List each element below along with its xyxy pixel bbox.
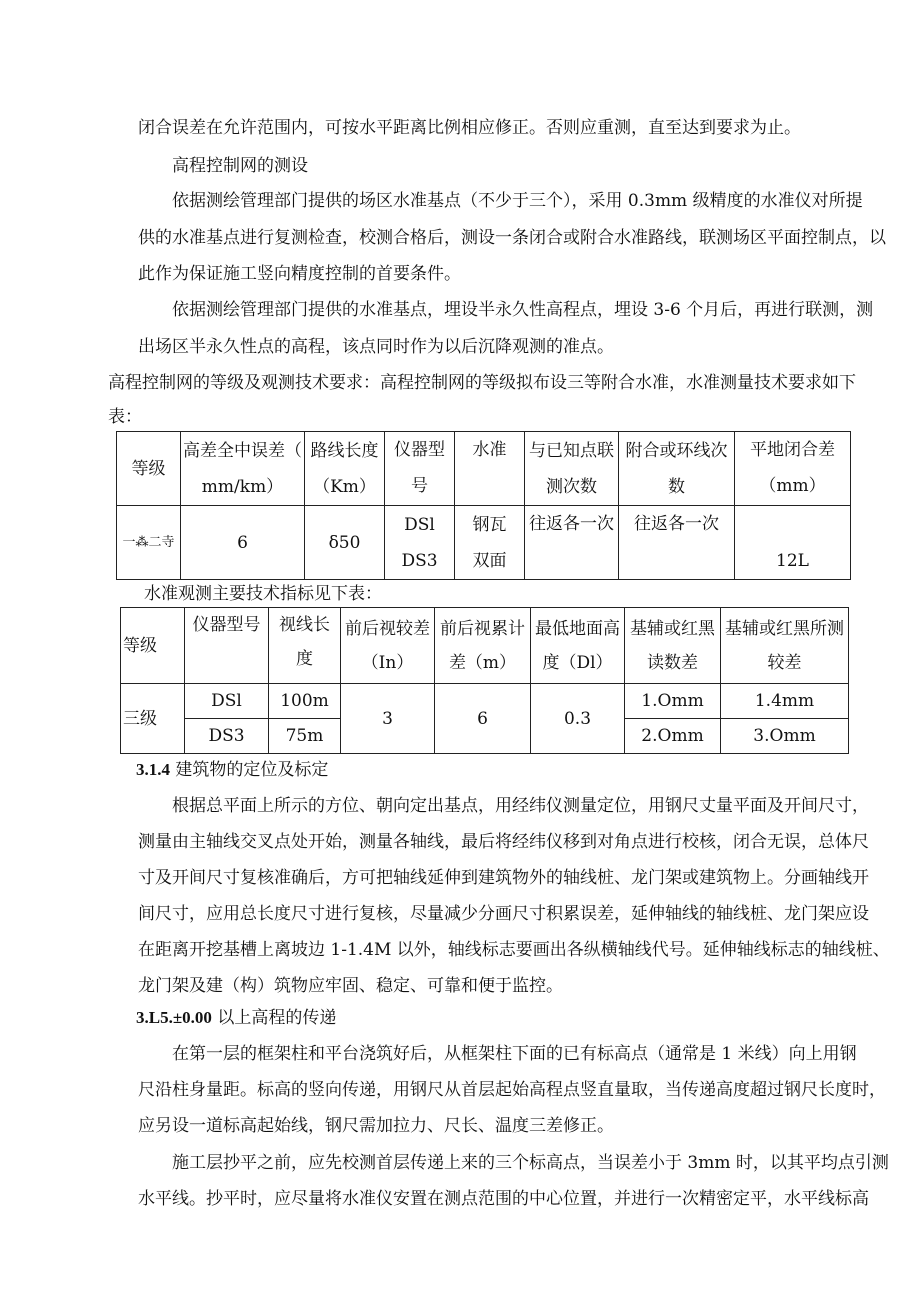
table-header-row: [121, 608, 849, 684]
table-cell: δ50: [305, 506, 385, 580]
section-title: 建筑物的定位及标定: [175, 760, 329, 780]
paragraph-line: 施工层抄平之前，应先校测首层传递上来的三个标高点，当误差小于 3mm 时，以其平均点引测: [172, 1153, 889, 1173]
table-cell: 0.3: [531, 684, 625, 754]
table-cell: 1.Omm: [625, 684, 721, 719]
header-cell: 路线长度 （Km）: [305, 432, 385, 506]
table-row: [121, 684, 849, 719]
section-title: 以上高程的传递: [217, 1008, 337, 1028]
table-cell: 一⁂二寺: [117, 506, 181, 580]
paragraph-line: 水平线。抄平时，应尽量将水准仪安置在测点范围的中心位置，并进行一次精密定平，水平线标高: [138, 1189, 869, 1209]
paragraph-line: 高程控制网的等级及观测技术要求：高程控制网的等级拟布设三等附合水准，水准测量技术要求如下: [108, 373, 856, 393]
paragraph-line: 此作为保证施工竖向精度控制的首要条件。: [138, 264, 461, 284]
table-row: [117, 506, 851, 580]
header-cell: 仪器型号: [385, 432, 455, 506]
table-cell: 6: [181, 506, 305, 580]
paragraph-line: 测量由主轴线交叉点处开始，测量各轴线，最后将经纬仪移到对角点进行校核，闭合无误，总体尺: [138, 832, 869, 852]
table-cell: 3: [341, 684, 435, 754]
paragraph-line: 应另设一道标高起始线，钢尺需加拉力、尺长、温度三差修正。: [138, 1116, 614, 1136]
paragraph-line: 依据测绘管理部门提供的水准基点，埋设半永久性高程点，埋设 3-6 个月后，再进行联测，测: [172, 300, 874, 320]
table-cell: DSl DS3: [385, 506, 455, 580]
table-cell: 三级: [121, 684, 185, 754]
table-cell: DS3: [185, 719, 269, 754]
header-cell: 与已知点联 测次数: [525, 432, 619, 506]
table-cell: 2.Omm: [625, 719, 721, 754]
header-cell: 基辅或红黑所测 较差: [721, 608, 849, 684]
paragraph-line: 表：: [108, 407, 142, 427]
paragraph-line: 寸及开间尺寸复核准确后，方可把轴线延伸到建筑物外的轴线桩、龙门架或建筑物上。分画轴线开: [138, 868, 869, 888]
table-cell: 12L: [735, 506, 851, 580]
paragraph-line: 尺沿柱身量距。标高的竖向传递，用钢尺从首层起始高程点竖直量取，当传递高度超过钢尺长度时，: [138, 1080, 886, 1100]
table-cell: 3.Omm: [721, 719, 849, 754]
section-heading-3-1-5: [136, 1006, 336, 1030]
subheading: 高程控制网的测设: [172, 156, 308, 176]
header-cell: 高差全中误差（ mm/km）: [181, 432, 305, 506]
header-cell: 仪器型号: [185, 608, 269, 684]
table-cell: DSl: [185, 684, 269, 719]
header-cell: 平地闭合差 （mm）: [735, 432, 851, 506]
header-cell: 等级: [121, 608, 185, 684]
table-cell: 6: [435, 684, 531, 754]
paragraph-line: 出场区半永久性点的高程，该点同时作为以后沉降观测的准点。: [138, 337, 614, 357]
section-number: 3.1.4: [136, 760, 170, 779]
table-caption: 水准观测主要技术指标见下表：: [144, 584, 382, 604]
paragraph-line: 供的水准基点进行复测检查，校测合格后，测设一条闭合或附合水准路线，联测场区平面控制点，以: [138, 228, 886, 248]
observation-indicators-table: [120, 607, 849, 754]
paragraph-line: 在距离开挖基槽上离坡边 1-1.4M 以外，轴线标志要画出各纵横轴线代号。延伸轴线标志的轴线桩、: [138, 940, 890, 960]
table-cell: 1.4mm: [721, 684, 849, 719]
table-cell: 75m: [269, 719, 341, 754]
header-cell: 水准: [455, 432, 525, 506]
header-cell: 等级: [117, 432, 181, 506]
header-cell: 视线长度: [269, 608, 341, 684]
paragraph-line: 在第一层的框架柱和平台浇筑好后，从框架柱下面的已有标高点（通常是 1 米线）向上用钢: [172, 1044, 857, 1064]
header-cell: 前后视较差 （In）: [341, 608, 435, 684]
table-cell: 100m: [269, 684, 341, 719]
paragraph-line: 依据测绘管理部门提供的场区水准基点（不少于三个），采用 0.3mm 级精度的水准仪对所提: [172, 191, 863, 211]
paragraph-line: 闭合误差在允许范围内，可按水平距离比例相应修正。否则应重测，直至达到要求为止。: [138, 118, 801, 138]
table-cell: 往返各一次: [525, 506, 619, 580]
section-heading-3-1-4: [136, 758, 328, 782]
table-header-row: [117, 432, 851, 506]
paragraph-line: 间尺寸，应用总长度尺寸进行复核，尽量减少分画尺寸积累误差，延伸轴线的轴线桩、龙门架应设: [138, 904, 869, 924]
header-cell: 最低地面高 度（Dl）: [531, 608, 625, 684]
table-cell: 钢瓦 双面: [455, 506, 525, 580]
header-cell: 附合或环线次 数: [619, 432, 735, 506]
table-cell: 往返各一次: [619, 506, 735, 580]
leveling-requirements-table: [116, 431, 851, 580]
paragraph-line: 龙门架及建（构）筑物应牢固、稳定、可靠和便于监控。: [138, 976, 563, 996]
header-cell: 基辅或红黑 读数差: [625, 608, 721, 684]
paragraph-line: 根据总平面上所示的方位、朝向定出基点，用经纬仪测量定位，用钢尺丈量平面及开间尺寸，: [172, 796, 869, 816]
header-cell: 前后视累计 差（m）: [435, 608, 531, 684]
section-number: 3.L5.±0.00: [136, 1008, 212, 1027]
